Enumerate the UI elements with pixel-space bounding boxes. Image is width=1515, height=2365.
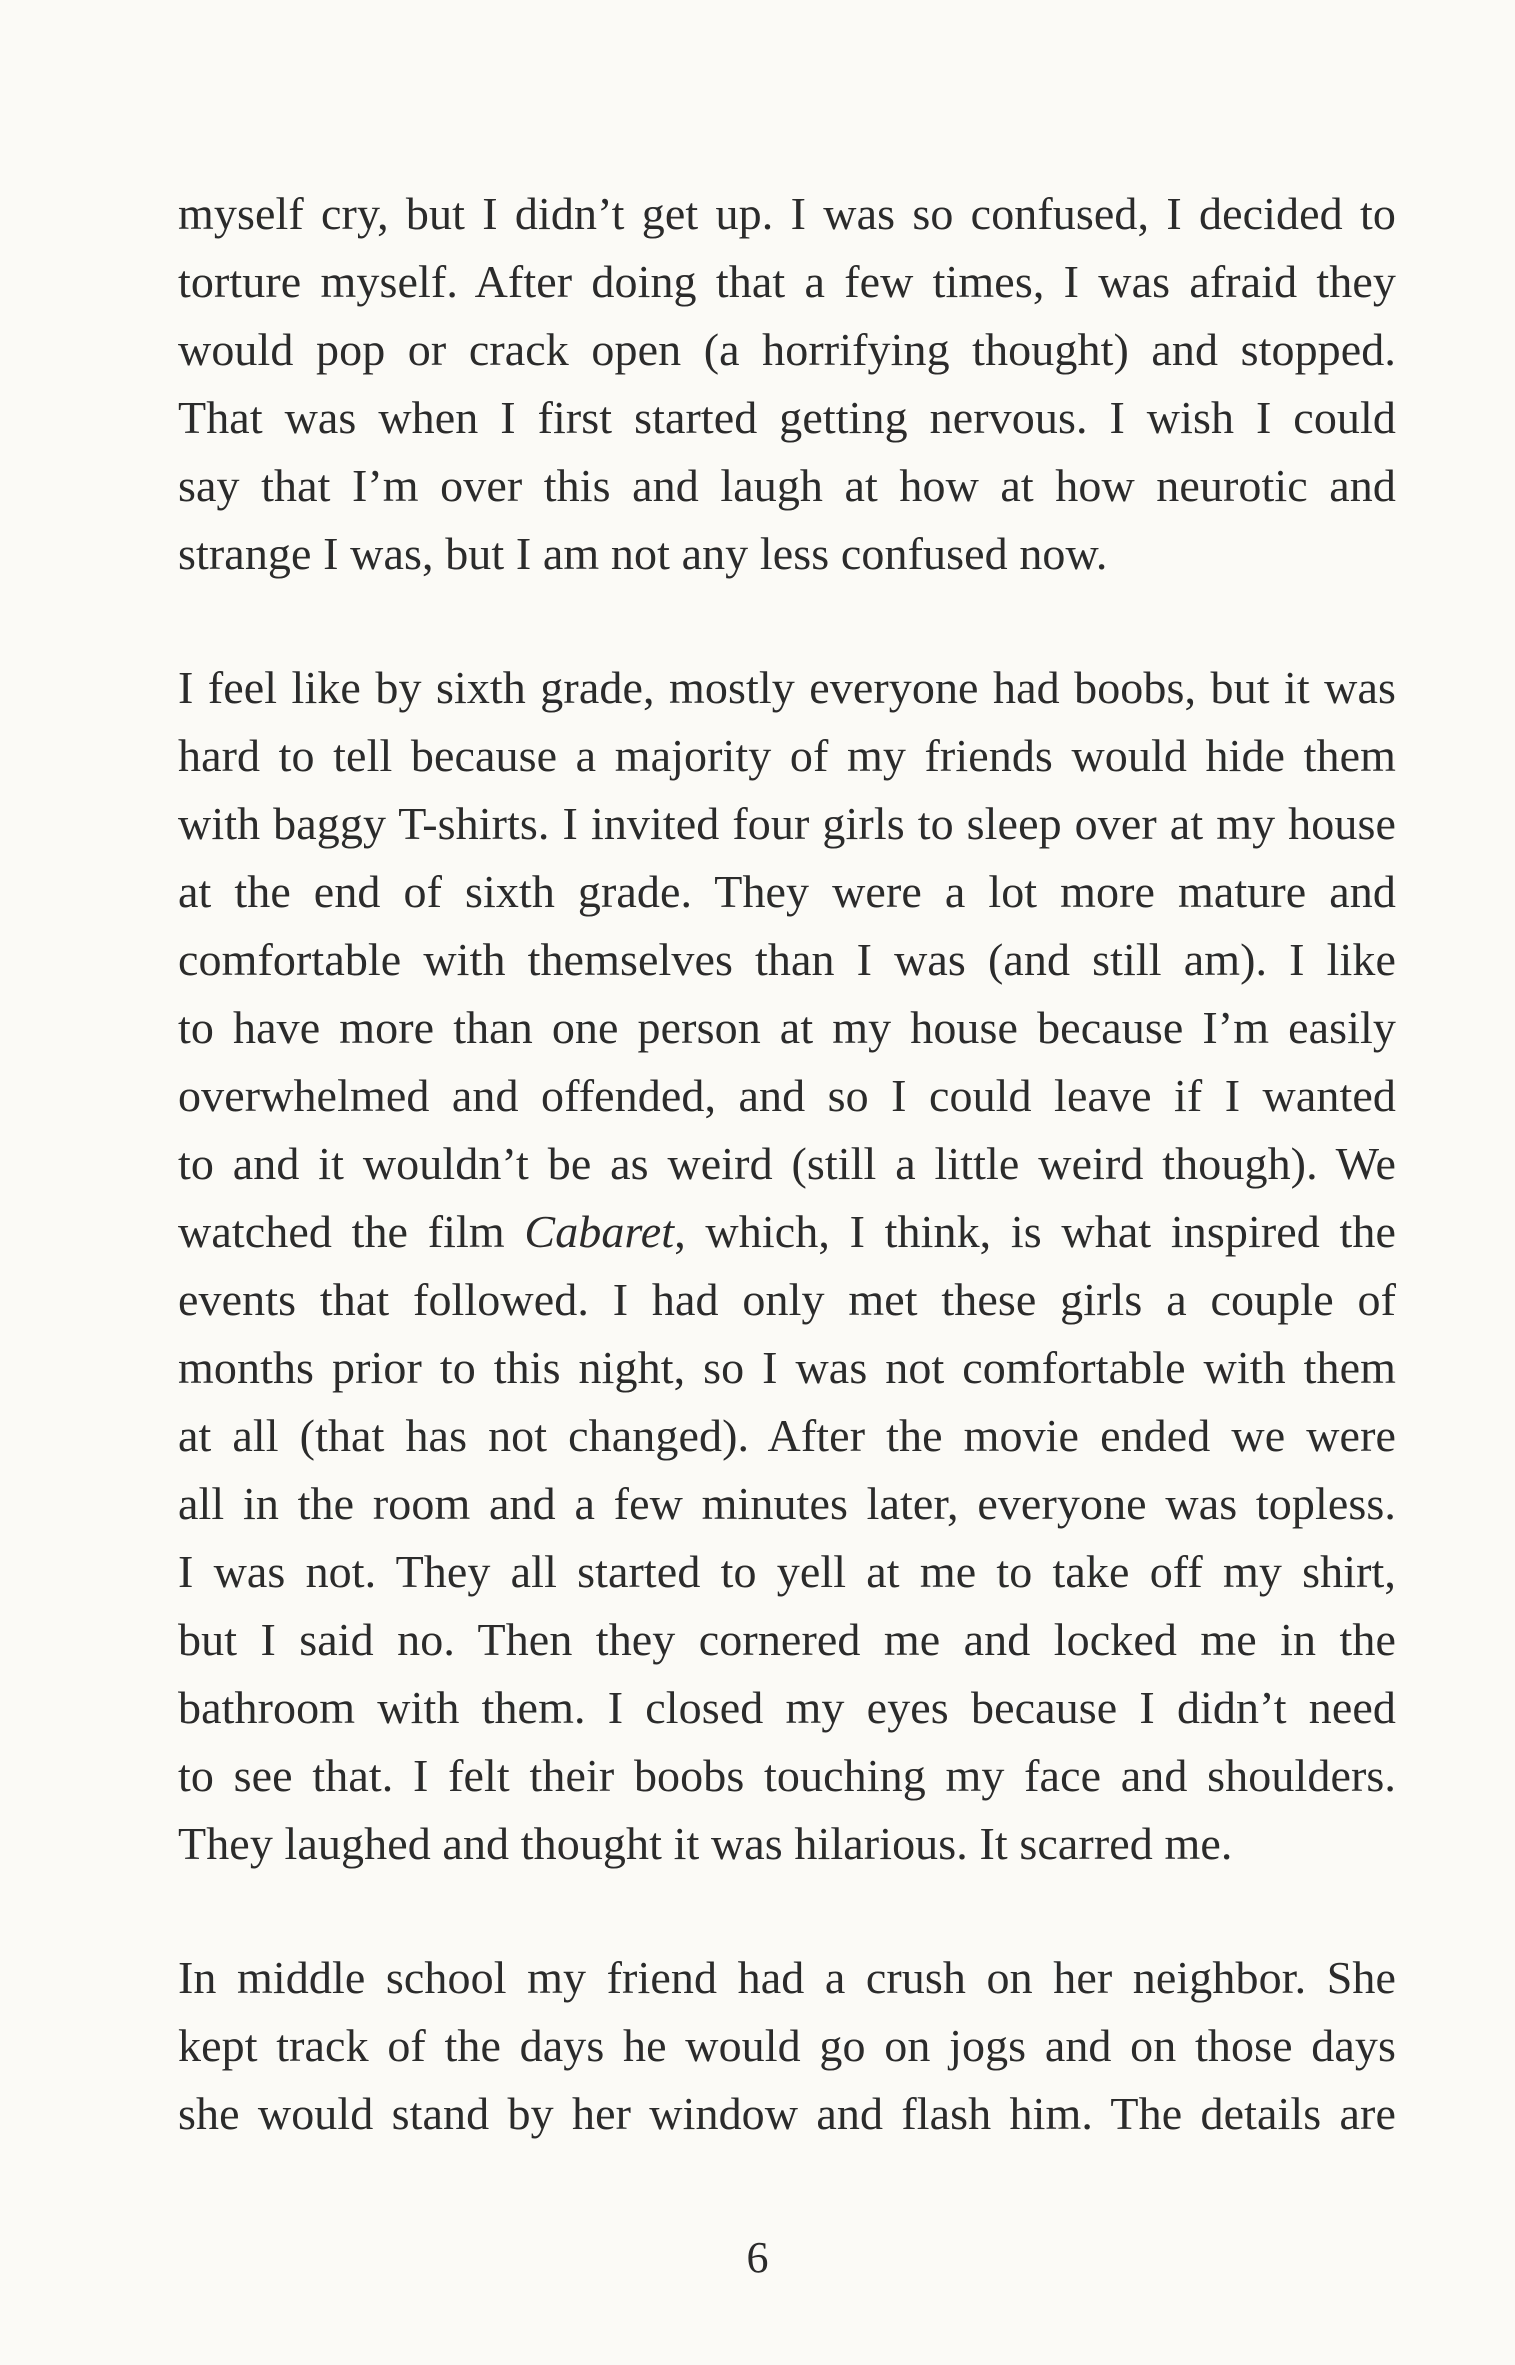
text-line: I feel like by sixth grade, mostly everyone had boobs, but it was — [178, 662, 1396, 713]
text-line: but I said no. Then they cornered me and locked me in the — [178, 1614, 1396, 1665]
text-line: strange I was, but I am not any less confused now. — [178, 528, 1108, 579]
text-line: bathroom with them. I closed my eyes because I didn’t need — [178, 1682, 1396, 1733]
text-line: That was when I first started getting nervous. I wish I could — [178, 392, 1396, 443]
text-line: would pop or crack open (a horrifying thought) and stopped. — [178, 324, 1396, 375]
text-line: all in the room and a few minutes later, everyone was topless. — [178, 1478, 1396, 1529]
text-after-title: , which, I think, is what inspired the — [674, 1206, 1396, 1257]
text-line: to see that. I felt their boobs touching my face and shoulders. — [178, 1750, 1396, 1801]
text-line: she would stand by her window and flash him. The details are — [178, 2088, 1396, 2139]
text-line: kept track of the days he would go on jogs and on those days — [178, 2020, 1396, 2071]
text-line: months prior to this night, so I was not comfortable with them — [178, 1342, 1396, 1393]
text-line-with-film-title — [178, 1198, 1396, 1266]
text-line: They laughed and thought it was hilarious. It scarred me. — [178, 1818, 1233, 1869]
page-number: 6 — [746, 2233, 769, 2282]
film-title: Cabaret — [524, 1206, 675, 1257]
page-body — [178, 180, 1396, 2148]
text-line: comfortable with themselves than I was (and still am). I like — [178, 934, 1396, 985]
paragraph-3 — [178, 1944, 1396, 2148]
text-line: torture myself. After doing that a few times, I was afraid they — [178, 256, 1396, 307]
text-line: I was not. They all started to yell at me to take off my shirt, — [178, 1546, 1396, 1597]
text-line: to have more than one person at my house because I’m easily — [178, 1002, 1396, 1053]
text-before-title: watched the film — [178, 1206, 525, 1257]
text-line: at all (that has not changed). After the movie ended we were — [178, 1410, 1396, 1461]
text-line: overwhelmed and offended, and so I could leave if I wanted — [178, 1070, 1396, 1121]
paragraph-2 — [178, 654, 1396, 1878]
text-line: to and it wouldn’t be as weird (still a little weird though). We — [178, 1138, 1396, 1189]
text-line: events that followed. I had only met these girls a couple of — [178, 1274, 1396, 1325]
text-line: hard to tell because a majority of my friends would hide them — [178, 730, 1396, 781]
text-line: say that I’m over this and laugh at how at how neurotic and — [178, 460, 1396, 511]
text-line: at the end of sixth grade. They were a lot more mature and — [178, 866, 1396, 917]
text-line: myself cry, but I didn’t get up. I was so confused, I decided to — [178, 188, 1396, 239]
paragraph-1 — [178, 180, 1396, 588]
text-line: In middle school my friend had a crush on her neighbor. She — [178, 1952, 1396, 2003]
text-line: with baggy T-shirts. I invited four girls to sleep over at my house — [178, 798, 1396, 849]
